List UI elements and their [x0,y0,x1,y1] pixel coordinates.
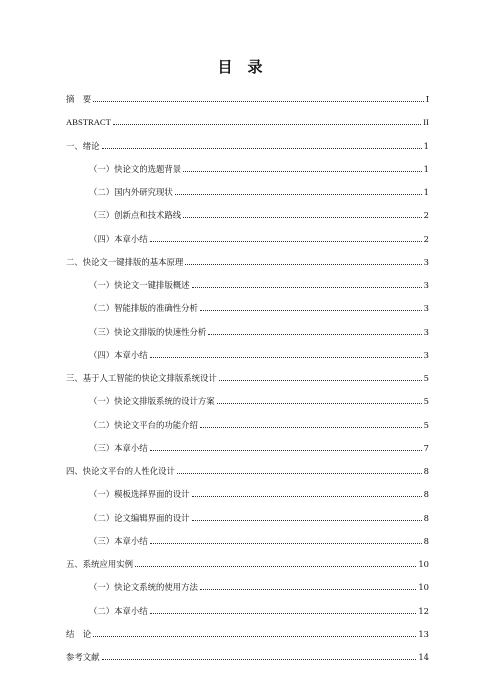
toc-dot-leader [93,635,416,637]
toc-entry-page-number: 12 [418,605,429,616]
toc-dot-leader [200,588,416,590]
toc-dot-leader [113,123,421,125]
toc-dot-leader [192,519,422,521]
toc-entry-label: （三）快论文排版的快速性分析 [89,326,207,337]
toc-entry[interactable] [66,276,429,290]
toc-entry-page-number: 10 [418,559,429,569]
toc-dot-leader [192,286,422,288]
toc-entry-label: （二）本章小结 [89,605,148,616]
toc-entry-label: （四）本章小结 [89,349,148,360]
toc-dot-leader [150,542,422,544]
toc-entry[interactable] [66,439,429,453]
toc-entry-label: ABSTRACT [66,117,111,128]
toc-entry-page-number: 1 [423,163,429,174]
toc-entry[interactable] [66,485,429,499]
toc-entry[interactable] [66,625,429,639]
toc-entry-page-number: 3 [423,326,429,337]
toc-dot-leader [175,193,422,195]
toc-entry-page-number: 1 [423,140,429,151]
toc-entry-page-number: 8 [423,466,429,476]
toc-entry-label: （三）创新点和技术路线 [89,210,182,221]
toc-entry-page-number: 5 [423,419,429,430]
toc-entry-page-number: I [425,94,429,104]
toc-entry-page-number: 3 [423,280,429,290]
toc-entry[interactable] [66,648,429,662]
toc-entry-page-number: 8 [423,535,429,546]
toc-entry[interactable] [66,113,429,127]
toc-entry-label: （一）快论文一键排版概述 [89,280,190,290]
toc-entry-label: （一）快论文排版系统的设计方案 [89,396,215,407]
toc-entry[interactable] [66,346,429,360]
toc-dot-leader [192,495,422,497]
toc-entry[interactable] [66,462,429,476]
toc-entry-page-number: 2 [423,210,429,221]
toc-entry[interactable] [66,416,429,430]
toc-entry-label: （二）国内外研究现状 [89,187,173,197]
toc-entry-label: 二、快论文一键排版的基本原理 [66,256,184,267]
toc-entry-page-number: 13 [418,628,429,639]
toc-entry[interactable] [66,602,429,616]
toc-entry-label: 参考文献 [66,652,100,662]
toc-entry-page-number: II [423,117,429,128]
toc-entry-label: （四）本章小结 [89,233,148,244]
toc-dot-leader [200,309,422,311]
toc-dot-leader [150,449,422,451]
toc-entry[interactable] [66,137,429,151]
toc-dot-leader [200,426,422,428]
toc-entry[interactable] [66,509,429,523]
toc-dot-leader [150,240,422,242]
toc-dot-leader [183,216,422,218]
toc-entry-label: （一）快论文的选题背景 [89,163,182,174]
toc-entry-label: （二）论文编辑界面的设计 [89,512,190,523]
toc-entry-label: 四、快论文平台的人性化设计 [66,466,175,476]
toc-entry[interactable] [66,230,429,244]
toc-dot-leader [183,170,422,172]
toc-dot-leader [102,147,422,149]
toc-entry-label: （一）快论文系统的使用方法 [89,582,198,593]
page-title: 目 录 [217,58,263,76]
toc-entry-label: 三、基于人工智能的快论文排版系统设计 [66,373,217,383]
toc-entry[interactable] [66,206,429,220]
toc-entry-label: 五、系统应用实例 [66,559,133,569]
toc-entry-label: （三）本章小结 [89,535,148,546]
toc-dot-leader [217,402,422,404]
toc-entry-page-number: 5 [423,373,429,383]
toc-entry[interactable] [66,160,429,174]
toc-entry-page-number: 2 [423,233,429,244]
toc-entry[interactable] [66,369,429,383]
toc-entry-page-number: 10 [418,582,429,593]
toc-entry[interactable] [66,555,429,569]
toc-entry-label: 一、绪论 [66,140,100,151]
toc-dot-leader [208,333,421,335]
toc-dot-leader [135,565,416,567]
toc-entry-label: （三）本章小结 [89,442,148,453]
toc-entry-label: 结 论 [66,628,92,639]
toc-dot-leader [93,100,424,102]
toc-entry[interactable] [66,299,429,313]
toc-entry[interactable] [66,183,429,197]
toc-entry-page-number: 7 [423,442,429,453]
toc-dot-leader [219,379,422,381]
toc-dot-leader [177,472,422,474]
toc-dot-leader [185,263,421,265]
toc-entry[interactable] [66,90,429,104]
toc-dot-leader [102,658,417,660]
toc-dot-leader [150,612,417,614]
toc-entry[interactable] [66,578,429,592]
toc-entry-label: （一）模板选择界面的设计 [89,489,190,500]
toc-entry[interactable] [66,392,429,406]
toc-entry-page-number: 8 [423,489,429,500]
toc-entry-page-number: 3 [423,349,429,360]
toc-entry-page-number: 1 [423,187,429,197]
toc-entry[interactable] [66,323,429,337]
toc-entry[interactable] [66,253,429,267]
toc-entry-page-number: 8 [423,512,429,523]
toc-entry-page-number: 14 [418,652,429,662]
toc-entry[interactable] [66,532,429,546]
toc-entry-page-number: 3 [423,256,429,267]
toc-entry-label: 摘 要 [66,94,92,104]
toc-entry-page-number: 3 [423,303,429,314]
toc-entry-label: （二）快论文平台的功能介绍 [89,419,198,430]
toc-entry-page-number: 5 [423,396,429,407]
toc-dot-leader [150,356,422,358]
toc-entry-label: （二）智能排版的准确性分析 [89,303,198,314]
